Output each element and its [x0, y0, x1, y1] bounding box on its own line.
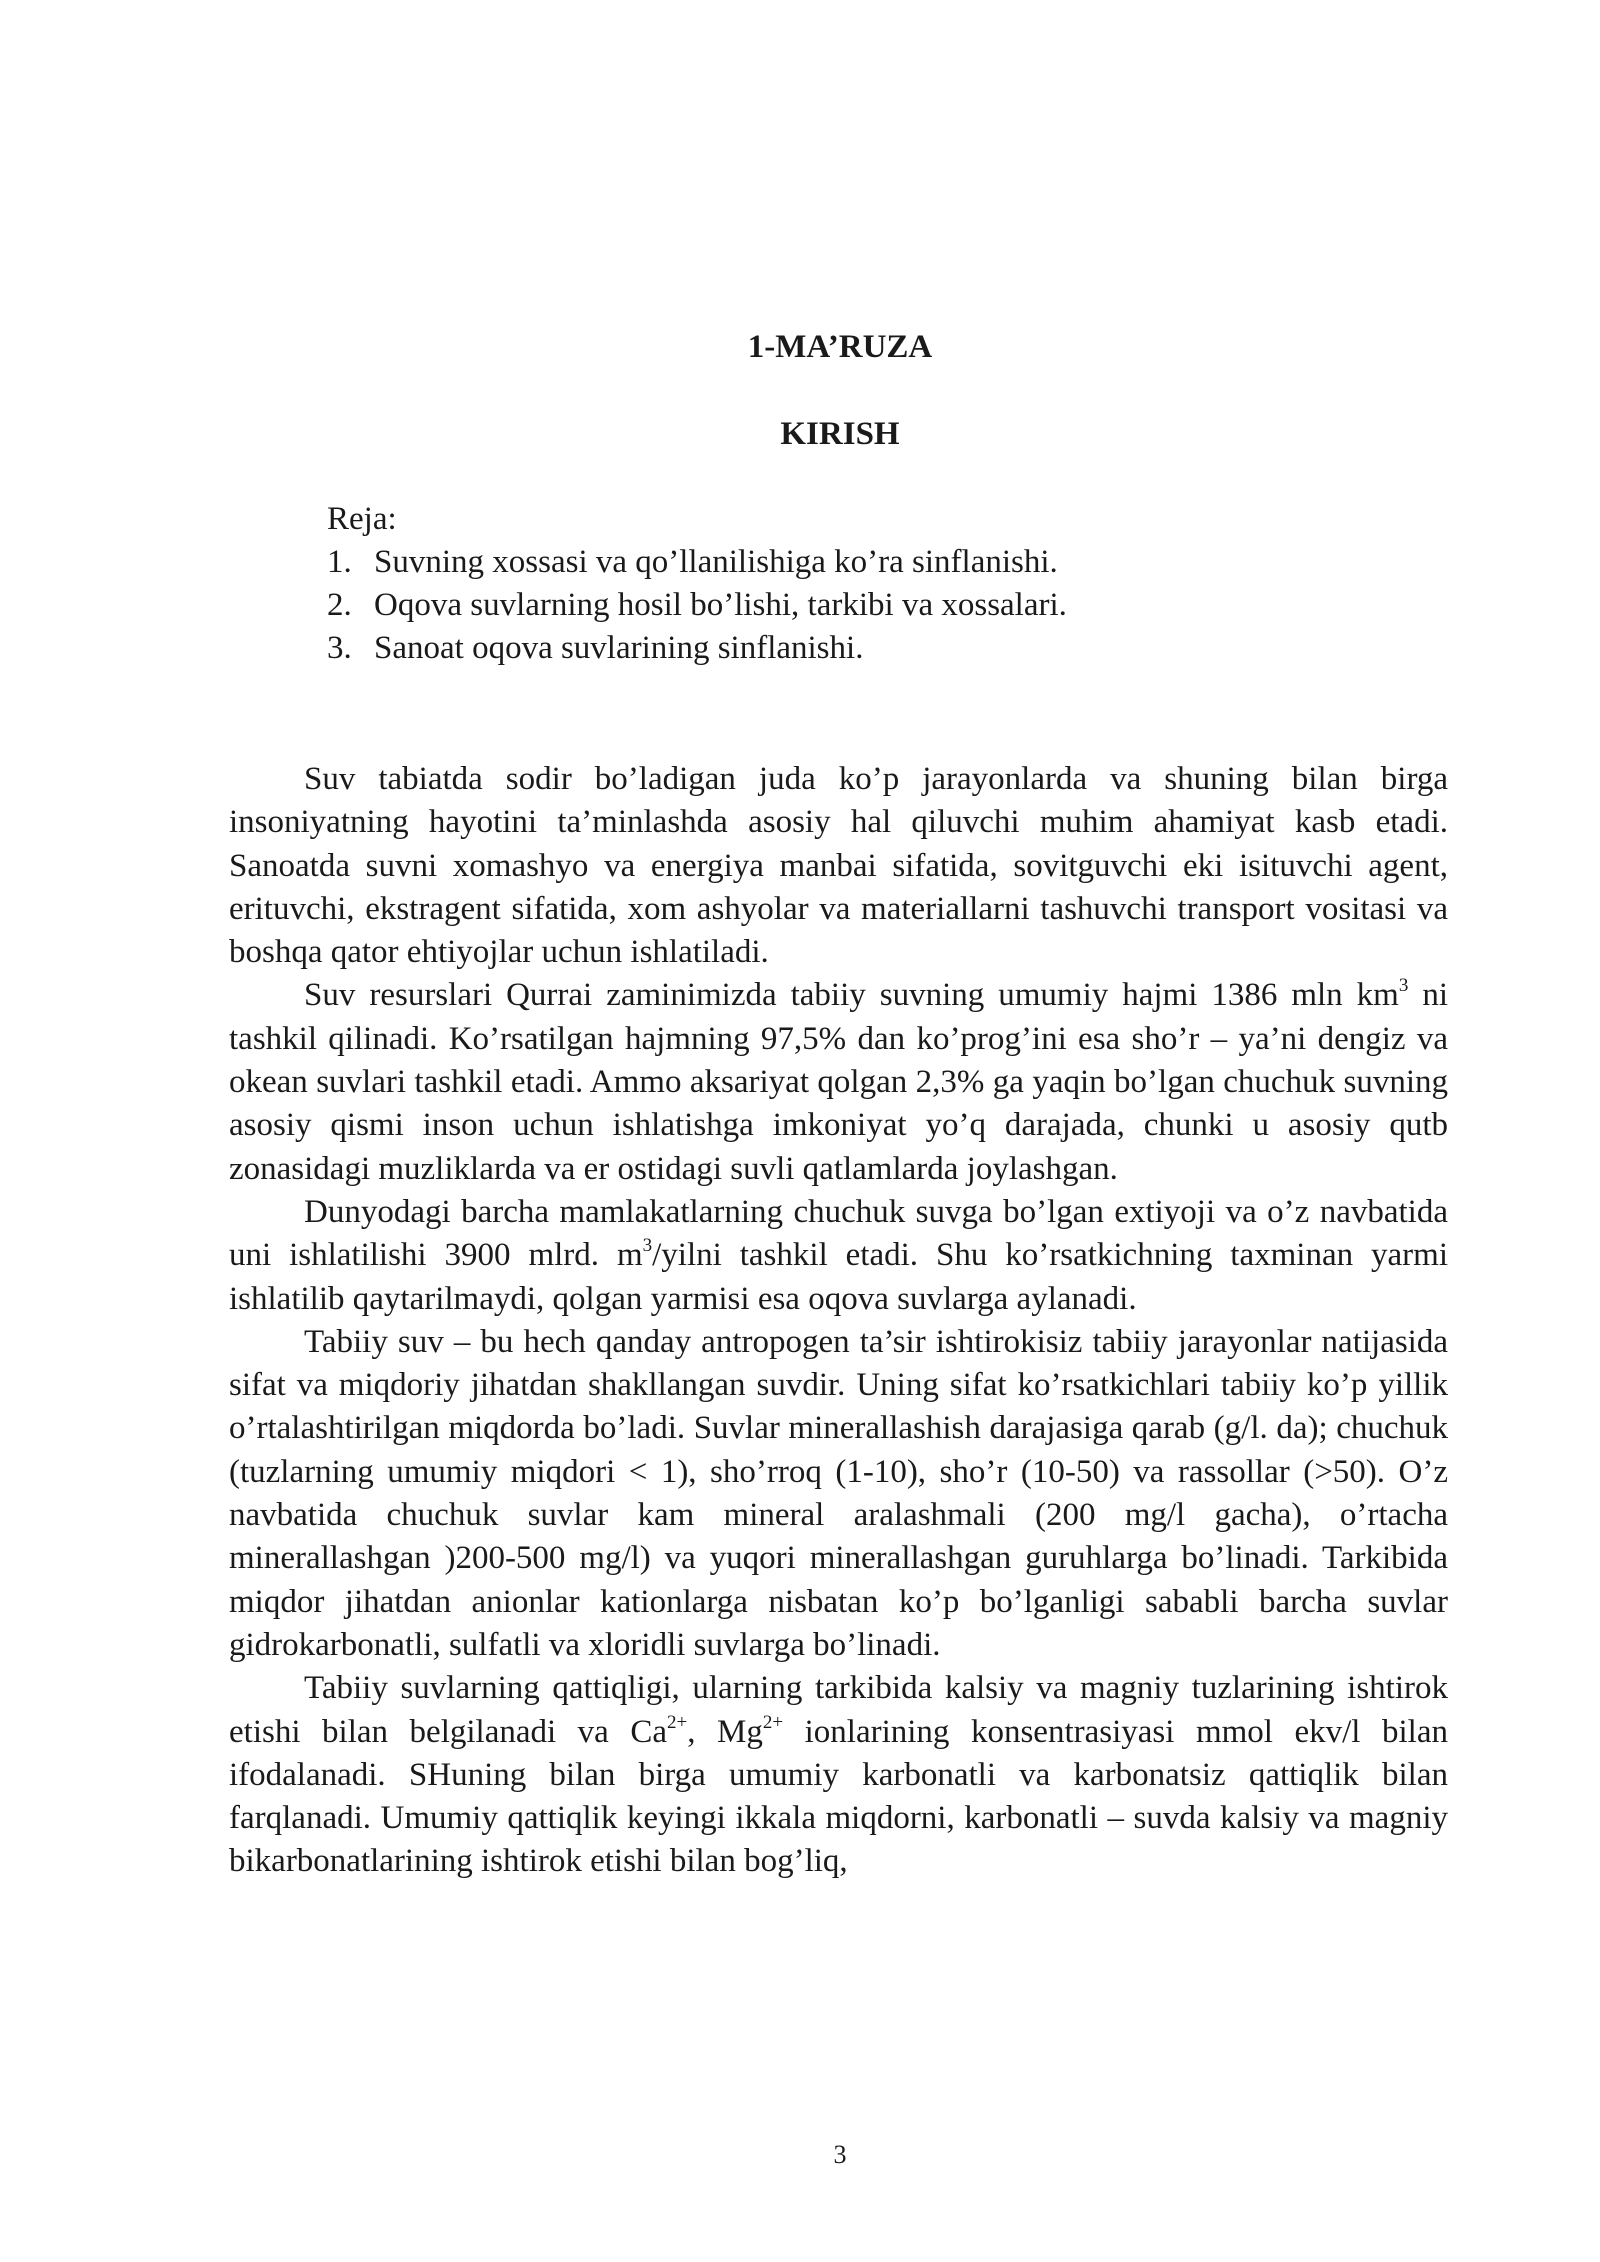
body-text — [229, 758, 1448, 1884]
plan-section — [327, 498, 1067, 670]
plan-item — [327, 584, 1067, 627]
paragraph-freshwater-demand: Dunyodagi barcha mamlakatlarning chuchuk suvga bo’lgan extiyoji va o’z navbatida uni ishlatilishi 3900 mlrd. $m^3$/yilni tashkil etadi. Shu ko’rsatkichning taxminan yarmi ishlatilib qaytarilmaydi, qolgan yarmisi esa oqova suvlarga aylanadi. — [229, 1193, 1448, 1317]
plan-item-text: Sanoat oqova suvlarining sinflanishi. — [374, 630, 864, 666]
superscript: 2+ — [762, 1711, 784, 1733]
plan-item-text: Oqova suvlarning hosil bo’lishi, tarkibi va xossalari. — [374, 587, 1067, 623]
plan-item-number: 3. — [327, 630, 352, 666]
plan-item-number: 2. — [327, 587, 352, 623]
plan-item — [327, 627, 1067, 670]
plan-item-text: Suvning xossasi va qo’llanilishiga ko’ra sinflanishi. — [374, 544, 1058, 580]
plan-list — [327, 541, 1067, 670]
plan-title: Reja: — [327, 501, 397, 537]
page-number: 3 — [833, 2140, 847, 2169]
lecture-title: 1-MA’RUZA — [747, 329, 933, 365]
paragraph-water-resources: Suv resurslari Qurrai zaminimizda tabiiy suvning umumiy hajmi 1386 mln $km^3$ ni tashkil qilinadi. Ko’rsatilgan hajmning 97,5% dan ko’prog’ini esa sho’r – ya’ni dengiz va okean suvlari tashkil etadi. Ammo aksariyat qolgan 2,3% ga yaqin bo’lgan chuchuk suvning asosiy qismi inson uchun ishlatishga imkoniyat yo’q darajada, chunki u asosiy qutb zonasidagi muzliklarda va er ostidagi suvli qatlamlarda joylashgan. — [229, 975, 1448, 1187]
superscript: 3 — [642, 1235, 653, 1257]
superscript: 3 — [1398, 975, 1409, 997]
section-title: KIRISH — [780, 416, 900, 452]
plan-item-number: 1. — [327, 544, 352, 580]
plan-item — [327, 541, 1067, 584]
paragraph-natural-water: Tabiiy suv – bu hech qanday antropogen ta’sir ishtirokisiz tabiiy jarayonlar natijasida sifat va miqdoriy jihatdan shakllangan suvdir. Uning sifat ko’rsatkichlari tabiiy ko’p yillik o’rtalashtirilgan miqdorda bo’ladi. Suvlar minerallashish darajasiga qarab (g/l. da); chuchuk (tuzlarning umumiy miqdori < 1), sho’rroq (1-10), sho’r (10-50) va rassollar (>50). O’z navbatida chuchuk suvlar kam mineral aralashmali (200 mg/l gacha), o’rtacha minerallashgan )200-500 mg/l) va yuqori minerallashgan guruhlarga bo’linadi. Tarkibida miqdor jihatdan anionlar kationlarga nisbatan ko’p bo’lganligi sababli barcha suvlar gidrokarbonatli, sulfatli va xloridli suvlarga bo’linadi. — [229, 1323, 1448, 1663]
paragraph-water-hardness: Tabiiy suvlarning qattiqligi, ularning tarkibida kalsiy va magniy tuzlarining ishtirok etishi bilan belgilanadi va $Ca^{2+}$, $Mg^{2+}$ ionlarining konsentrasiyasi mmol ekv/l bilan ifodalanadi. SHuning bilan birga umumiy karbonatli va karbonatsiz qattiqlik bilan farqlanadi. Umumiy qattiqlik keyingi ikkala miqdorni, karbonatli – suvda kalsiy va magniy bikarbonatlarining ishtirok etishi bilan bog’liq, — [229, 1670, 1448, 1880]
paragraph-water-importance: Suv tabiatda sodir bo’ladigan juda ko’p jarayonlarda va shuning bilan birga insoniyatning hayotini ta’minlashda asosiy hal qiluvchi muhim ahamiyat kasb etadi. Sanoatda suvni xomashyo va energiya manbai sifatida, sovitguvchi eki isituvchi agent, erituvchi, ekstragent sifatida, xom ashyolar va materiallarni tashuvchi transport vositasi va boshqa qator ehtiyojlar uchun ishlatiladi. — [229, 761, 1448, 971]
superscript: 2+ — [667, 1711, 688, 1733]
